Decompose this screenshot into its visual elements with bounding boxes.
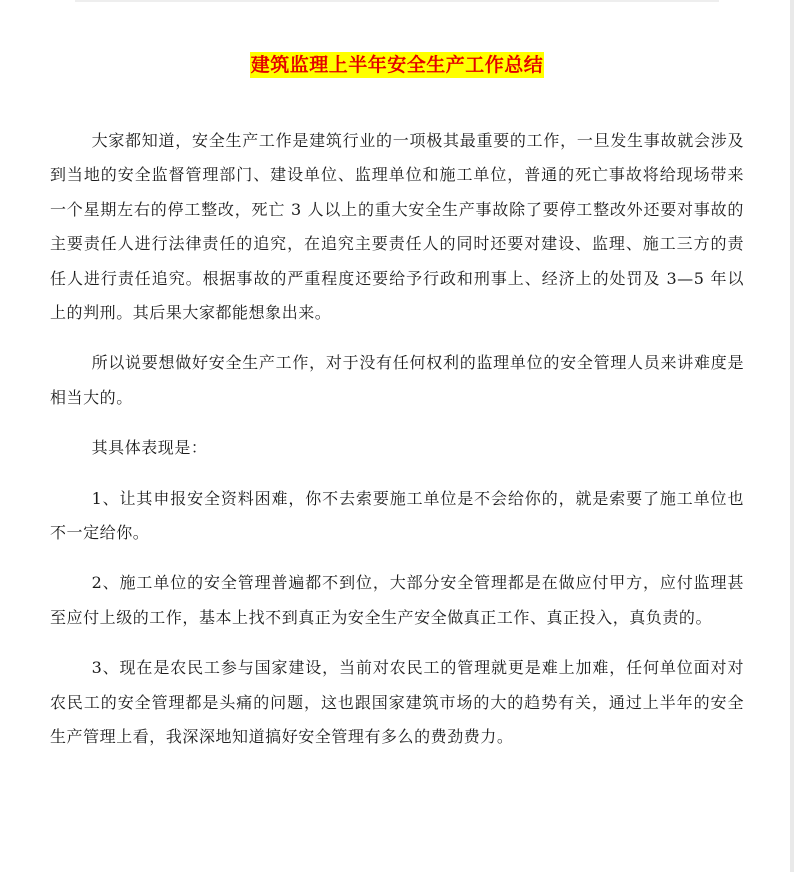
paragraph-point-1: 1、让其申报安全资料困难，你不去索要施工单位是不会给你的，就是索要了施工单位也不一定给你。 [50, 488, 744, 543]
top-divider [75, 0, 719, 2]
paragraph-intro: 大家都知道，安全生产工作是建筑行业的一项极其最重要的工作，一旦发生事故就会涉及到当地的安全监督管理部门、建设单位、监理单位和施工单位，普通的死亡事故将给现场带来一个星期左右的停工整改，死亡 3 人以上的重大安全生产事故除了要停工整改外还要对事故的主要责任人进行法律责任的追究，在追究主要责任人的同时还要对建设、监理、施工三方的责任人进行责任追究。根据事故的严重程度还要给予行政和刑事上、经济上的处罚及 3—5 年以上的判刑。其后果大家都能想象出来。 [50, 131, 744, 323]
paragraph-point-2: 2、施工单位的安全管理普遍都不到位，大部分安全管理都是在做应付甲方，应付监理甚至应付上级的工作，基本上找不到真正为安全生产安全做真正工作、真正投入，真负责的。 [50, 573, 744, 627]
paragraph-point-3: 3、现在是农民工参与国家建设，当前对农民工的管理就更是难上加难，任何单位面对对农民工的安全管理都是头痛的问题，这也跟国家建筑市场的大的趋势有关，通过上半年的安全生产管理上看，我深深地知道搞好安全管理有多么的费劲费力。 [50, 658, 744, 747]
paragraph-difficulty: 所以说要想做好安全生产工作，对于没有任何权利的监理单位的安全管理人员来讲难度是相当大的。 [50, 353, 744, 407]
title-container [0, 52, 794, 78]
page-edge-shadow [790, 0, 794, 872]
paragraph-manifestation-heading: 其具体表现是： [91, 438, 208, 458]
document-body [50, 124, 744, 771]
document-title: 建筑监理上半年安全生产工作总结 [250, 54, 544, 76]
